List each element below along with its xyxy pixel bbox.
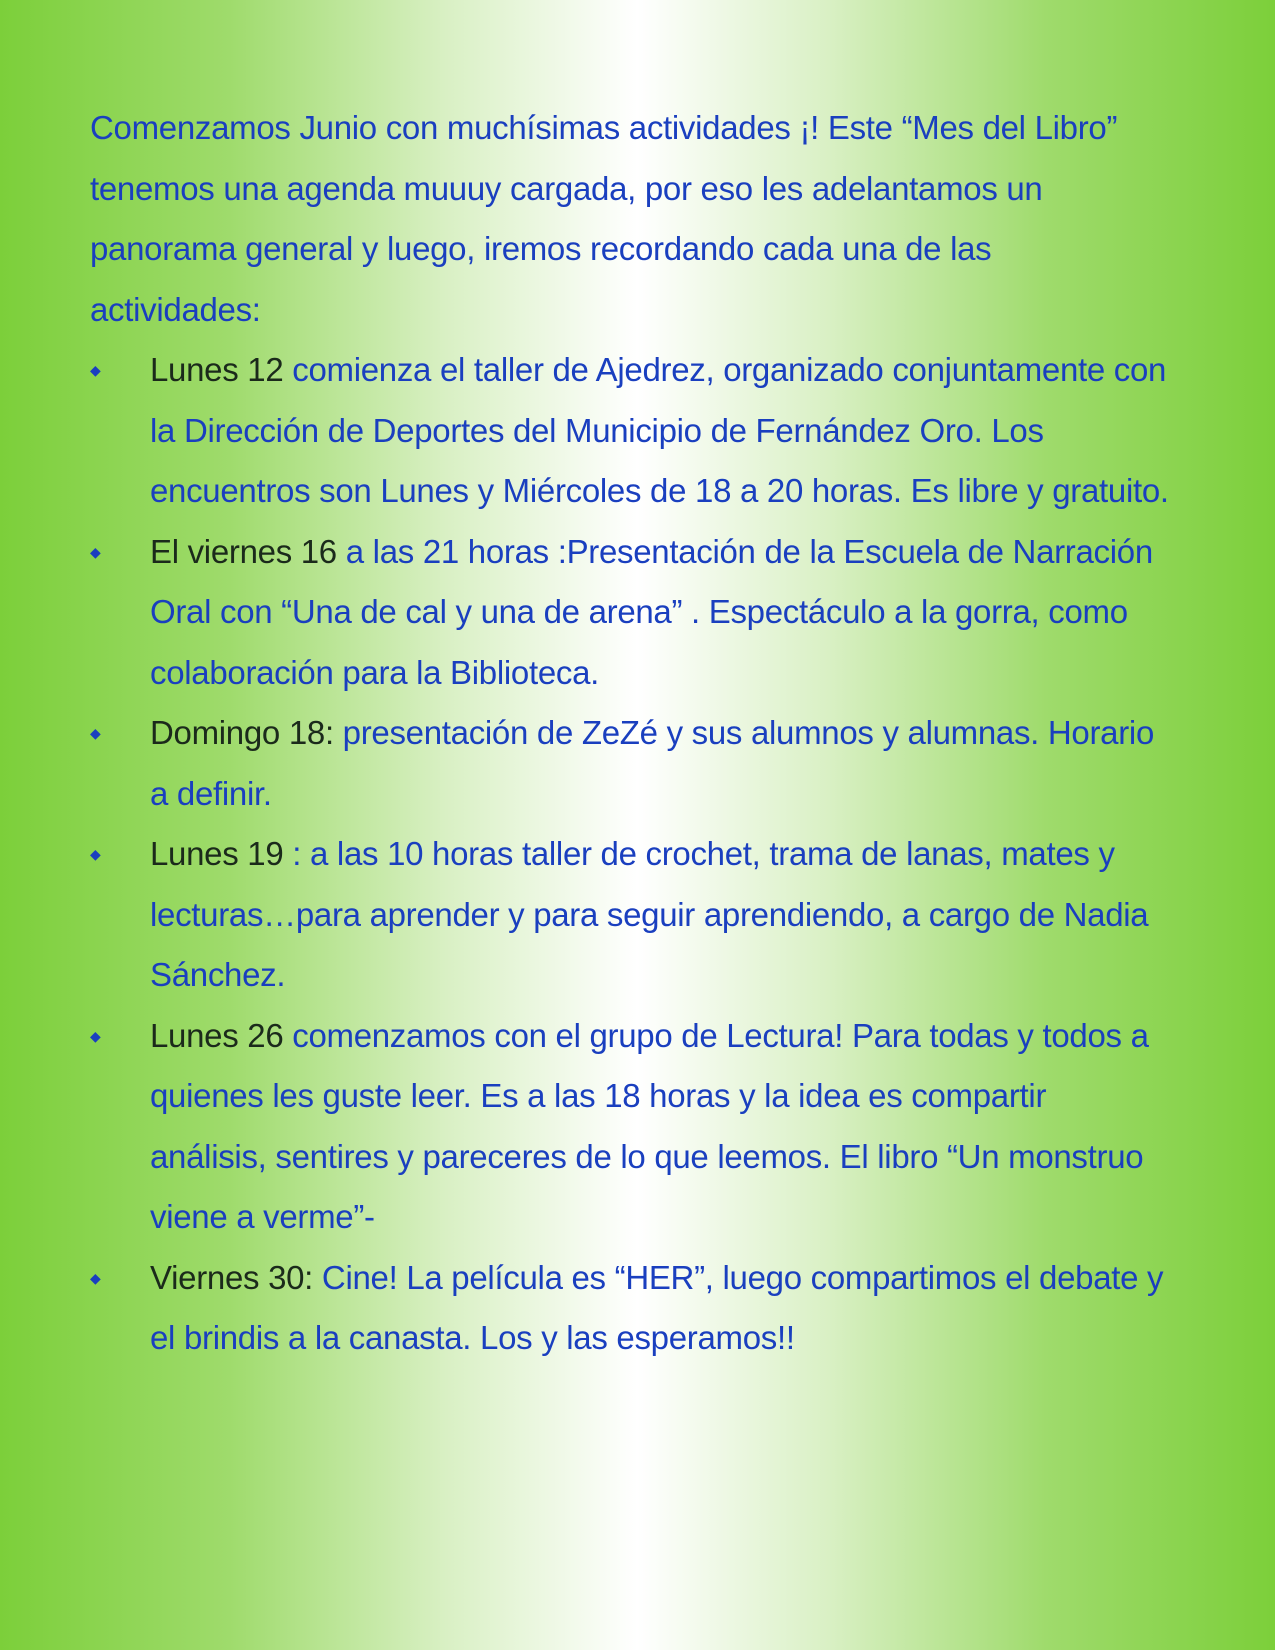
diamond-bullet-icon: ◆ (90, 1269, 101, 1286)
diamond-bullet-icon: ◆ (90, 543, 101, 560)
activity-item (90, 522, 1170, 704)
activity-item (90, 340, 1170, 522)
activity-description: comienza el taller de Ajedrez, organizado conjuntamente con la Dirección de Deportes del Municipio de Fernández Oro. Los encuentros son Lunes y Miércoles de 18 a 20 horas. Es libre y gratuito. (150, 351, 1169, 509)
activity-item (90, 824, 1170, 1006)
activity-date: Domingo 18: (150, 714, 334, 751)
activity-item (90, 1248, 1170, 1369)
activity-description: comenzamos con el grupo de Lectura! Para todas y todos a quienes les guste leer. Es a las 18 horas y la idea es compartir análisis, sentires y pareceres de lo que leemos. El libro “Un monstruo viene a verme”- (150, 1016, 1149, 1235)
activity-date: Lunes 19 (150, 835, 284, 872)
activity-item (90, 1006, 1170, 1248)
diamond-bullet-icon: ◆ (90, 846, 101, 862)
activity-description: a las 21 horas :Presentación de la Escuela de Narración Oral con “Una de cal y una de arena” . Espectáculo a la gorra, como colaboración para la Biblioteca. (150, 532, 1153, 691)
activity-description: : a las 10 horas taller de crochet, trama de lanas, mates y lecturas…para aprender y para seguir aprendiendo, a cargo de Nadia Sánchez. (150, 835, 1149, 993)
diamond-bullet-icon: ◆ (90, 725, 101, 741)
activity-date: Lunes 12 (150, 351, 284, 388)
activity-description: Cine! La película es “HER”, luego compartimos el debate y el brindis a la canasta. Los y las esperamos!! (150, 1258, 1164, 1356)
diamond-bullet-icon: ◆ (90, 362, 101, 378)
activity-date: Lunes 26 (150, 1016, 284, 1054)
activity-list (90, 340, 1170, 1369)
activity-description: presentación de ZeZé y sus alumnos y alumnas. Horario a definir. (150, 714, 1155, 812)
activity-item (90, 703, 1170, 824)
activity-date: Viernes 30: (150, 1258, 314, 1296)
diamond-bullet-icon: ◆ (90, 1027, 101, 1044)
intro-paragraph: Comenzamos Junio con muchísimas actividades ¡! Este “Mes del Libro” tenemos una agenda muuuy cargada, por eso les adelantamos un panorama general y luego, iremos recordando cada una de las actividades: (90, 109, 1118, 328)
activity-date: El viernes 16 (150, 532, 337, 570)
